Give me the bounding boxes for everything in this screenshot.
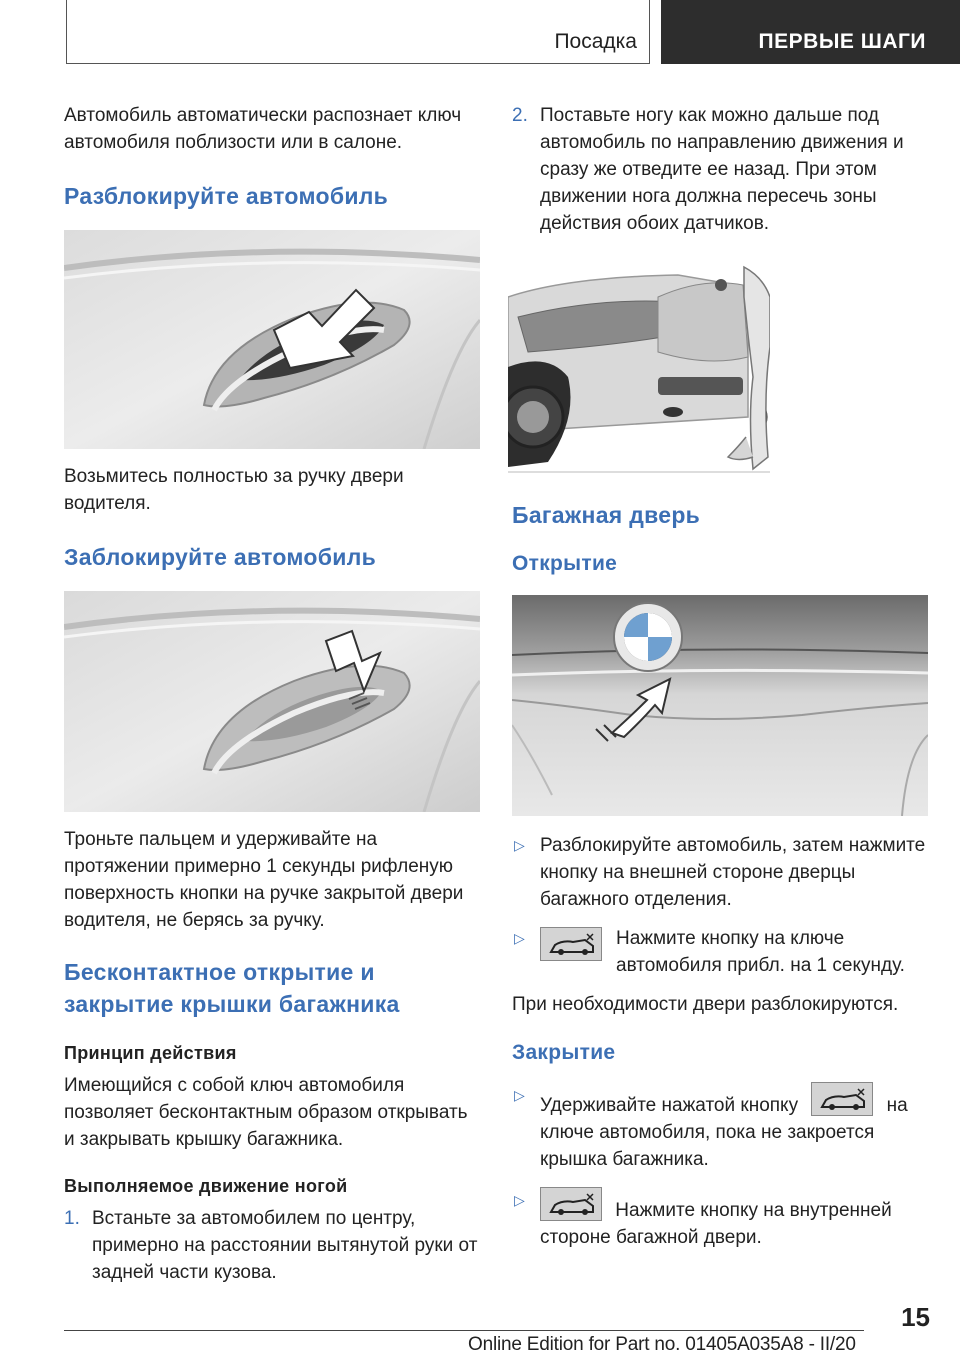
footer-divider: [64, 1330, 864, 1331]
bullet-triangle-icon: ▷: [514, 1192, 525, 1208]
bullet-triangle-icon: ▷: [514, 837, 525, 853]
open-bullet-2: [512, 925, 928, 979]
lock-heading: Заблокируйте автомобиль: [64, 544, 377, 570]
header-chapter-title: ПЕРВЫЕ ШАГИ: [758, 30, 926, 53]
lock-paragraph: Троньте пальцем и удерживайте на протяжении примерно 1 секунды рифленую поверхность кнопки на ручке закрытой двери водителя, не берясь за ручку.: [64, 829, 464, 931]
step-1: [64, 1205, 480, 1286]
key-tailgate-button-icon: [811, 1082, 873, 1116]
foot-movement-heading: Выполняемое движение ногой: [64, 1176, 348, 1196]
bullet-triangle-icon: ▷: [514, 930, 525, 946]
tailgate-heading: Багажная дверь: [512, 502, 701, 528]
close-bullet-1-text-b: на ключе автомобиля, пока не закроется крышка багажника.: [540, 1095, 908, 1170]
header-chapter-tab: [661, 0, 960, 64]
principle-heading: Принцип действия: [64, 1043, 237, 1063]
open-note: При необходимости двери разблокируются.: [512, 994, 899, 1015]
header-section-box: [66, 0, 650, 64]
tailgate-button-figure: [512, 595, 928, 816]
foot-sensor-figure: [508, 257, 770, 477]
edition-footer: Online Edition for Part no. 01405A035A8 - II/20: [468, 1334, 856, 1355]
lock-door-handle-figure: [64, 591, 480, 812]
bullet-triangle-icon: ▷: [514, 1087, 525, 1103]
close-bullet-2-text: Нажмите кнопку на внутренней стороне багажной двери.: [540, 1200, 892, 1248]
step-1-number: 1.: [64, 1208, 80, 1229]
step-2: [512, 102, 928, 237]
principle-paragraph: Имеющийся с собой ключ автомобиля позволяет бесконтактным образом открывать и закрывать крышку багажника.: [64, 1075, 468, 1150]
intro-paragraph: Автомобиль автоматически распознает ключ автомобиля поблизости или в салоне.: [64, 105, 462, 153]
left-column: [64, 102, 480, 1286]
open-bullet-1: [512, 832, 928, 913]
header-section-title: Посадка: [554, 30, 637, 53]
unlock-paragraph: Возьмитесь полностью за ручку двери водителя.: [64, 466, 404, 514]
right-column: [512, 102, 928, 1251]
close-bullet-1: [512, 1082, 928, 1173]
key-tailgate-button-icon: [540, 927, 602, 961]
step-2-number: 2.: [512, 105, 528, 126]
close-heading: Закрытие: [512, 1041, 616, 1064]
tailgate-inner-button-icon: [540, 1187, 602, 1221]
open-heading: Открытие: [512, 552, 618, 575]
unlock-heading: Разблокируйте автомобиль: [64, 183, 389, 209]
open-bullet-2-text: Нажмите кнопку на ключе автомобиля прибл. на 1 секунду.: [616, 928, 905, 976]
step-2-text: Поставьте ногу как можно дальше под автомобиль по направлению движения и сразу же отведите ее назад. При этом движении нога должна пересечь зоны действия обоих датчиков.: [540, 105, 904, 234]
close-bullet-2: [512, 1187, 928, 1251]
step-1-text: Встаньте за автомобилем по центру, примерно на расстоянии вытянутой руки от задней части кузова.: [92, 1208, 478, 1283]
page-number: 15: [901, 1302, 930, 1332]
close-bullet-1-text-a: Удерживайте нажатой кнопку: [540, 1095, 799, 1116]
contactless-heading: Бесконтактное открытие и закрытие крышки багажника: [64, 959, 400, 1017]
open-bullet-1-text: Разблокируйте автомобиль, затем нажмите кнопку на внешней стороне дверцы багажного отделения.: [540, 835, 926, 910]
unlock-door-handle-figure: [64, 230, 480, 449]
